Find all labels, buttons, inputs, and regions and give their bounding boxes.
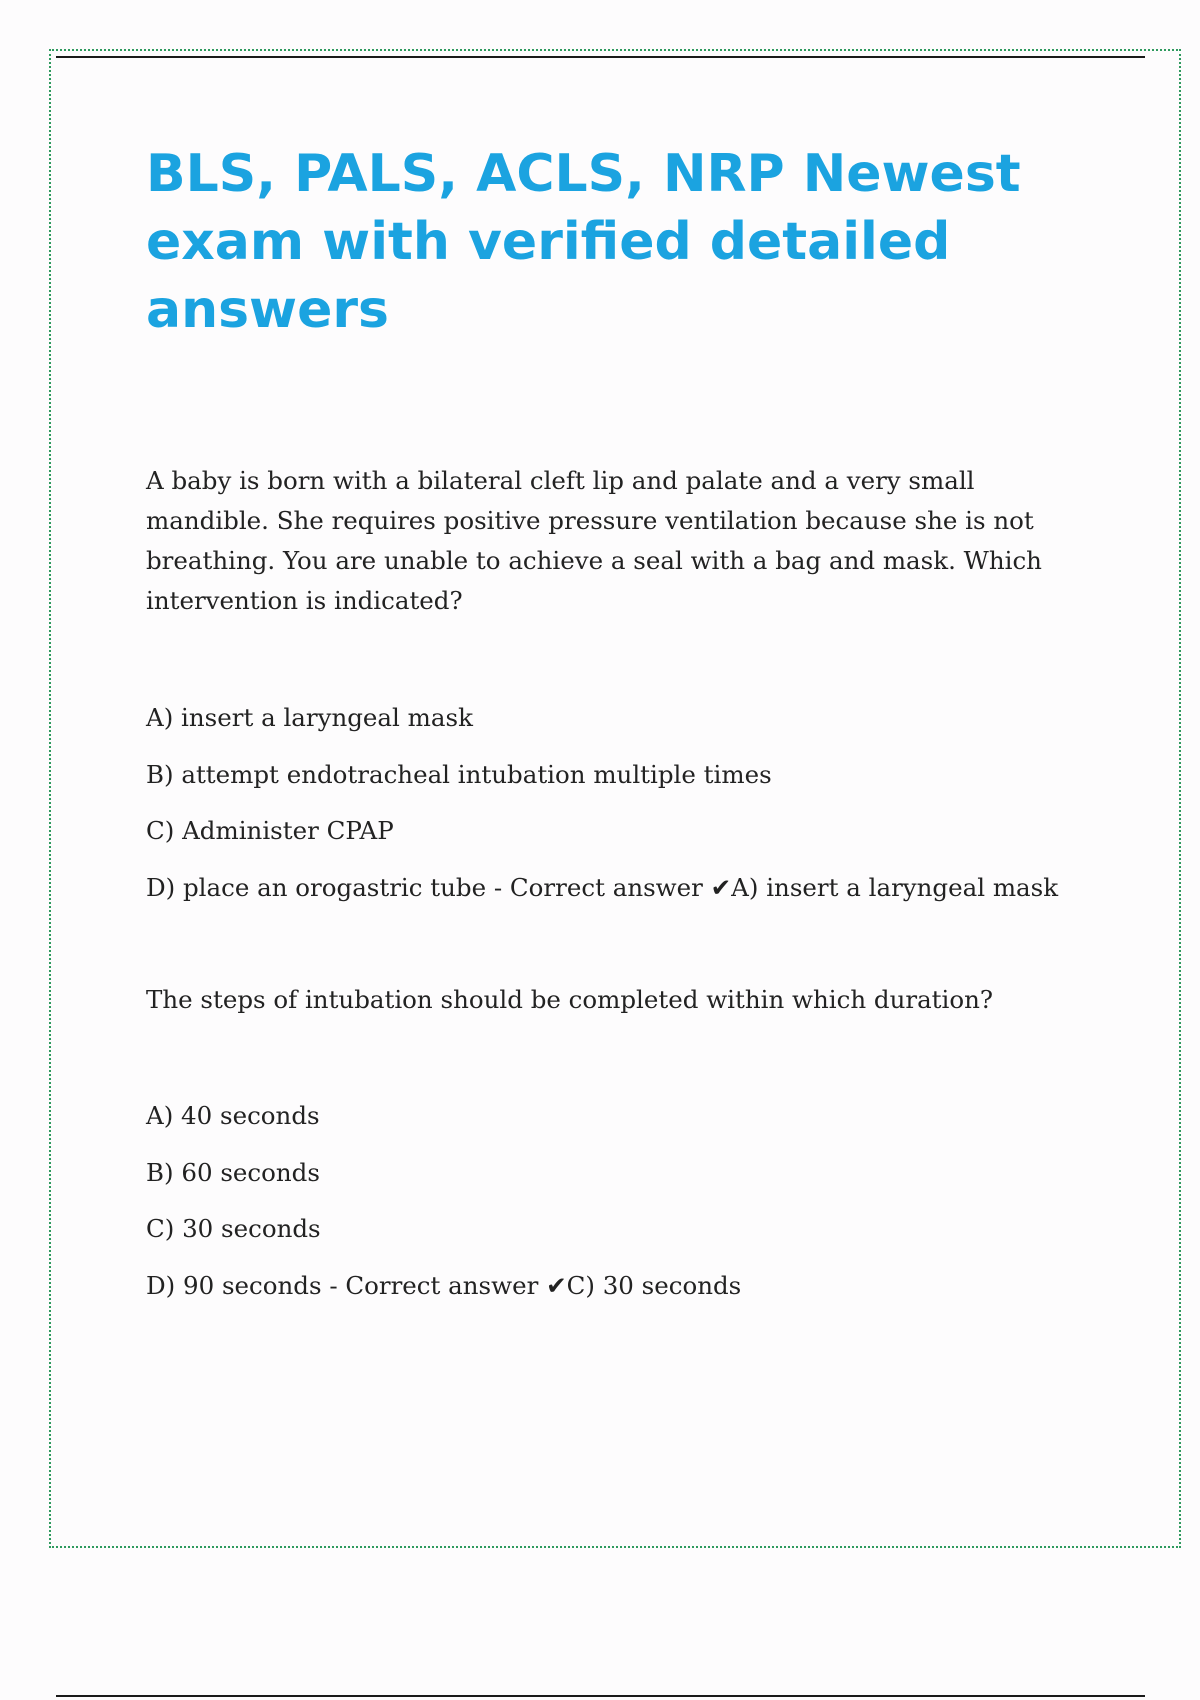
question-1-option-a: A) insert a laryngeal mask	[146, 703, 473, 732]
document-title: BLS, PALS, ACLS, NRP Newest exam with verified detailed answers	[146, 144, 1021, 340]
question-2-option-d-with-answer: D) 90 seconds - Correct answer ✔C) 30 seconds	[146, 1270, 742, 1300]
question-1-option-c: C) Administer CPAP	[146, 816, 394, 845]
question-2-options	[146, 1096, 741, 1322]
question-2-option-c: C) 30 seconds	[146, 1214, 321, 1243]
question-1-option-d-with-answer: D) place an orogastric tube - Correct answer ✔A) insert a laryngeal mask	[146, 872, 1059, 902]
question-2-option-a: A) 40 seconds	[146, 1101, 320, 1130]
question-1-options	[146, 698, 1058, 924]
bottom-rule	[56, 1695, 1145, 1697]
top-rule	[56, 56, 1145, 58]
question-2-stem: The steps of intubation should be completed within which duration?	[146, 985, 994, 1014]
question-1-option-b: B) attempt endotracheal intubation multiple times	[146, 759, 772, 789]
question-1-stem: A baby is born with a bilateral cleft lip and palate and a very small mandible. She requires positive pressure ventilation because she is not breathing. You are unable to achieve a seal with a bag and mask. Which intervention is indicated?	[146, 466, 1042, 615]
question-2-option-b: B) 60 seconds	[146, 1157, 320, 1187]
